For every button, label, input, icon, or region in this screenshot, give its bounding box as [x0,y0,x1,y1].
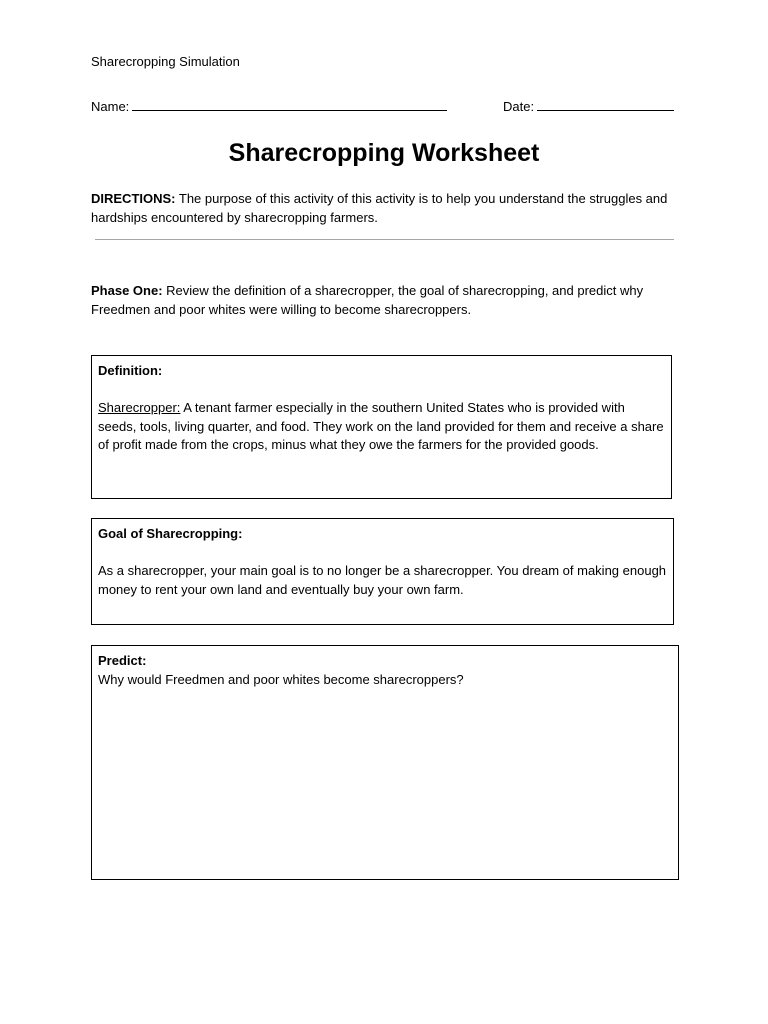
phase-one-text: Review the definition of a sharecropper, the goal of sharecropping, and predict why Freedmen and poor whites were willing to become sharecroppers. [91,283,644,317]
date-blank-line[interactable] [537,97,674,111]
definition-text: A tenant farmer especially in the southern United States who is provided with seeds, tools, living quarter, and food. They work on the land provided for them and receive a share of profit made from the crops, minus what they owe the farmers for the provided goods. [98,400,664,452]
document-header: Sharecropping Simulation [91,54,240,69]
predict-question: Why would Freedmen and poor whites become sharecroppers? [98,671,464,687]
phase-one-paragraph [91,281,691,319]
goal-text: As a sharecropper, your main goal is to no longer be a sharecropper. You dream of making enough money to rent your own land and eventually buy your own farm. [98,563,667,597]
phase-one-label: Phase One: [91,283,163,298]
name-label: Name: [91,99,130,114]
definition-box [91,355,672,499]
predict-box[interactable] [91,645,679,880]
divider-line [95,239,674,240]
name-blank-line[interactable] [132,97,447,111]
goal-box [91,518,674,625]
definition-body [98,399,665,455]
date-label: Date: [503,99,535,114]
page-title: Sharecropping Worksheet [228,139,540,167]
goal-title: Goal of Sharecropping: [98,526,243,541]
definition-title: Definition: [98,363,163,378]
date-field [503,97,674,115]
directions-paragraph [91,189,681,227]
predict-title: Predict: [98,653,147,668]
directions-text: The purpose of this activity of this activity is to help you understand the struggles and hardships encountered by sharecropping farmers. [91,191,668,225]
definition-term: Sharecropper: [98,400,181,415]
directions-label: DIRECTIONS: [91,191,176,206]
name-field [91,97,447,115]
